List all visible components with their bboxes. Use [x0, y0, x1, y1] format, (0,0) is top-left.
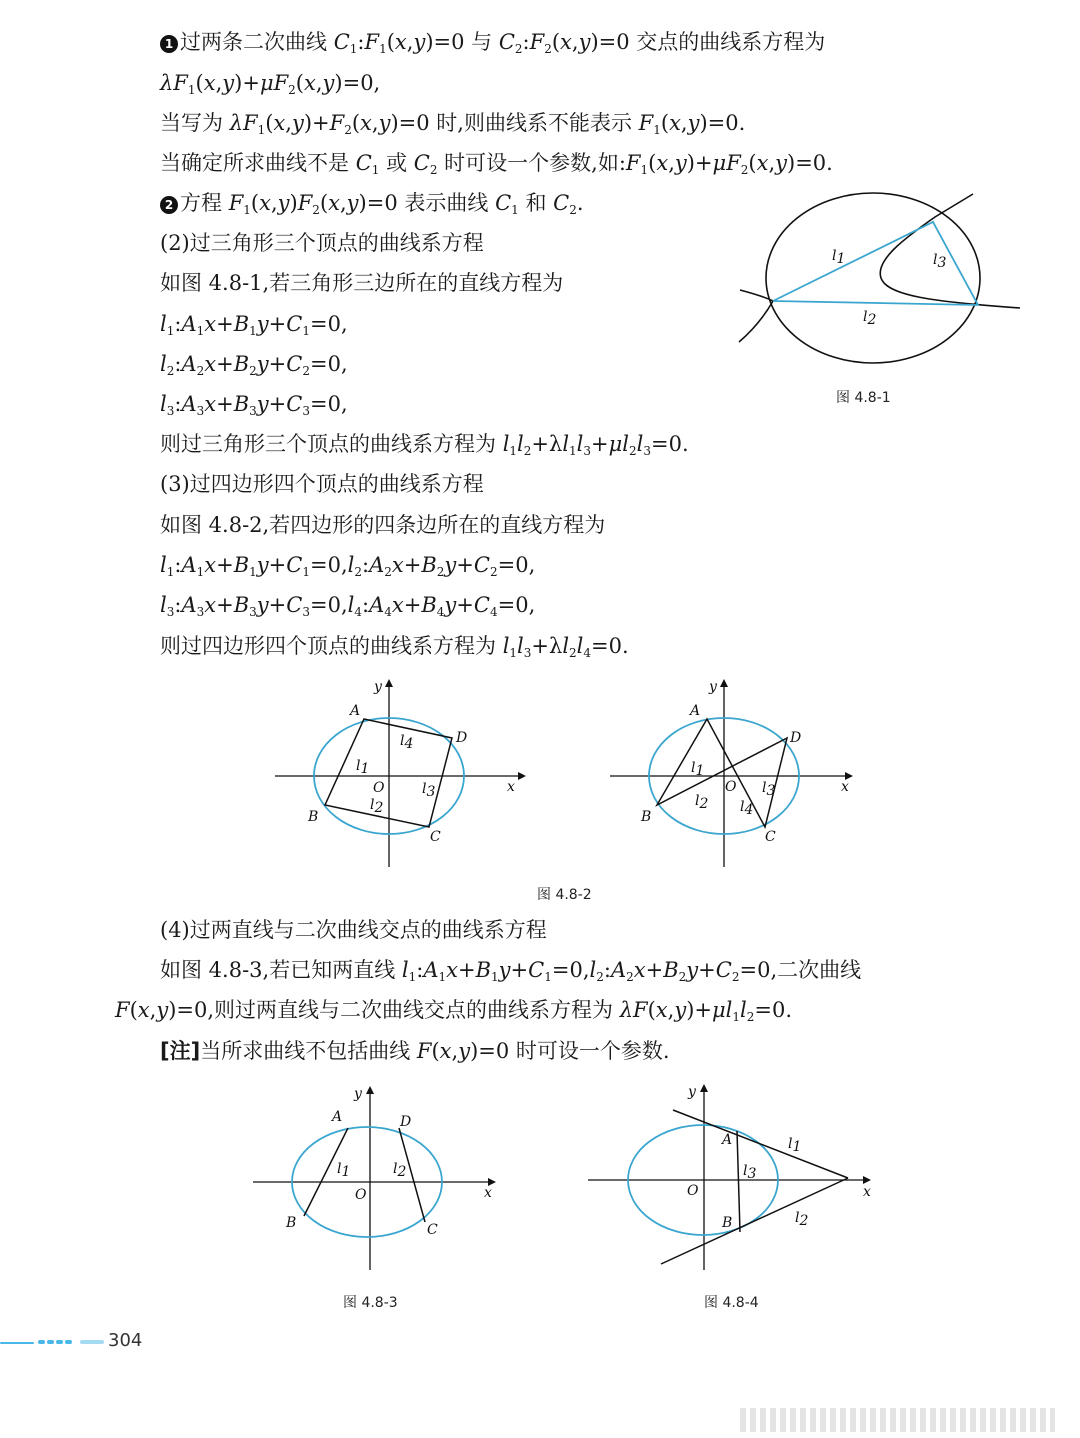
line-l3	[737, 1131, 740, 1232]
text-line-4: 当确定所求曲线不是 $C_1$ 或 $C_2$ 时可设一个参数,如$:F_1(x,y)+\mu F_2(x,y)=0$.	[160, 151, 833, 177]
label-A: A	[690, 703, 701, 719]
label-O: O	[725, 779, 737, 795]
caption-fig-4-8-2: 图 4.8-2	[537, 887, 592, 903]
label-l1: l1	[788, 1136, 802, 1155]
caption-fig-4-8-3: 图 4.8-3	[343, 1295, 398, 1311]
label-y: y	[354, 1086, 362, 1102]
label-l3: l3	[933, 252, 947, 271]
label-x: x	[841, 779, 849, 795]
label-y: y	[688, 1084, 696, 1100]
text-line-16: 则过四边形四个顶点的曲线系方程为 $l_1l_3+\lambda l_2l_4=0$.	[160, 634, 629, 660]
page-number: 304	[108, 1330, 143, 1351]
figure-4-8-3	[250, 1082, 510, 1272]
note-tag: [注]	[160, 1039, 201, 1063]
triangle	[773, 222, 978, 305]
label-l3: l3	[422, 781, 436, 800]
line-l1	[673, 1110, 848, 1178]
text-line-3: 当写为 $\lambda F_1(x,y)+F_2(x,y)=0$ 时,则曲线系不能表示 $F_1(x,y)=0$.	[160, 111, 746, 137]
hyperbola-branch-left	[739, 290, 773, 342]
label-O: O	[687, 1183, 699, 1199]
item-1-badge: 1	[160, 35, 178, 53]
label-x: x	[863, 1184, 871, 1200]
section-2-heading: (2)过三角形三个顶点的曲线系方程	[160, 231, 484, 255]
label-y: y	[374, 679, 382, 695]
label-B: B	[641, 809, 652, 825]
item-2-badge: 2	[160, 196, 178, 214]
eq-l3-l4: $l_3:A_3x+B_3y+C_3=0,l_4:A_4x+B_4y+C_4=0$,	[160, 593, 536, 619]
text-line-13: 如图 4.8-2,若四边形的四条边所在的直线方程为	[160, 513, 606, 537]
figure-4-8-2-left	[270, 675, 530, 870]
figure-4-8-1	[735, 190, 1025, 380]
section-4-heading: (4)过两直线与二次曲线交点的曲线系方程	[160, 918, 547, 942]
eq-l2: $l_2:A_2x+B_2y+C_2=0$,	[160, 352, 348, 378]
scan-artifact-bar	[740, 1408, 1055, 1432]
label-l4: l4	[740, 799, 754, 818]
label-B: B	[722, 1215, 733, 1231]
page-number-decoration	[0, 1340, 108, 1346]
label-C: C	[765, 829, 776, 845]
label-l1: l1	[356, 758, 370, 777]
label-l2: l2	[795, 1210, 809, 1229]
label-l4: l4	[400, 733, 414, 752]
label-l1: l1	[691, 760, 705, 779]
section-3-heading: (3)过四边形四个顶点的曲线系方程	[160, 472, 484, 496]
label-D: D	[790, 730, 802, 746]
eq-l1-l2: $l_1:A_1x+B_1y+C_1=0,l_2:A_2x+B_2y+C_2=0$,	[160, 553, 536, 579]
label-B: B	[308, 809, 319, 825]
eq-l1: $l_1:A_1x+B_1y+C_1=0$,	[160, 312, 348, 338]
note-line: [注]当所求曲线不包括曲线 F(x,y)=0 时可设一个参数.	[160, 1039, 670, 1063]
text-line-2: $\lambda F_1(x,y)+\mu F_2(x,y)=0$,	[160, 71, 381, 97]
text-line-1: 1 过两条二次曲线 $C_1:F_1(x,y)=0$ 与 $C_2:F_2(x,y)=0$ 交点的曲线系方程为	[160, 27, 825, 64]
label-l3: l3	[743, 1163, 757, 1182]
label-D: D	[456, 730, 468, 746]
label-l2: l2	[370, 797, 384, 816]
label-x: x	[484, 1185, 492, 1201]
text-line-5: 2 方程 $F_1(x,y)F_2(x,y)=0$ 表示曲线 $C_1$ 和 $C_2$.	[160, 188, 584, 225]
label-C: C	[427, 1222, 438, 1238]
label-l2: l2	[863, 309, 877, 328]
text-line-11: 则过三角形三个顶点的曲线系方程为 $l_1l_2+\lambda l_1l_3+\mu l_2l_3=0$.	[160, 432, 689, 458]
text-line-7: 如图 4.8-1,若三角形三边所在的直线方程为	[160, 271, 564, 295]
label-y: y	[709, 679, 717, 695]
eq-l3: $l_3:A_3x+B_3y+C_3=0$,	[160, 392, 348, 418]
caption-fig-4-8-1: 图 4.8-1	[836, 390, 891, 406]
crossed-quadrilateral	[657, 719, 787, 827]
figure-4-8-2-right	[605, 675, 865, 870]
figure-4-8-4	[585, 1080, 880, 1275]
label-A: A	[350, 703, 361, 719]
label-B: B	[286, 1215, 297, 1231]
label-l2: l2	[393, 1161, 407, 1180]
label-l2: l2	[695, 793, 709, 812]
label-D: D	[400, 1114, 412, 1130]
label-l1: l1	[337, 1161, 351, 1180]
label-x: x	[507, 779, 515, 795]
label-O: O	[355, 1187, 367, 1203]
hyperbola-branch-right	[880, 194, 1020, 308]
text-line-18: 如图 4.8-3,若已知两直线 $l_1:A_1x+B_1y+C_1=0,l_2:A_2x+B_2y+C_2=0$,二次曲线	[160, 958, 862, 984]
ellipse-curve	[766, 193, 980, 363]
label-C: C	[430, 829, 441, 845]
label-l3: l3	[762, 780, 776, 799]
text-line-19: F(x,y)=0,则过两直线与二次曲线交点的曲线系方程为 $\lambda F(x,y)+\mu l_1l_2=0$.	[115, 998, 793, 1024]
label-A: A	[332, 1109, 343, 1125]
label-O: O	[373, 780, 385, 796]
label-l1: l1	[832, 248, 846, 267]
label-A: A	[722, 1132, 733, 1148]
caption-fig-4-8-4: 图 4.8-4	[704, 1295, 759, 1311]
